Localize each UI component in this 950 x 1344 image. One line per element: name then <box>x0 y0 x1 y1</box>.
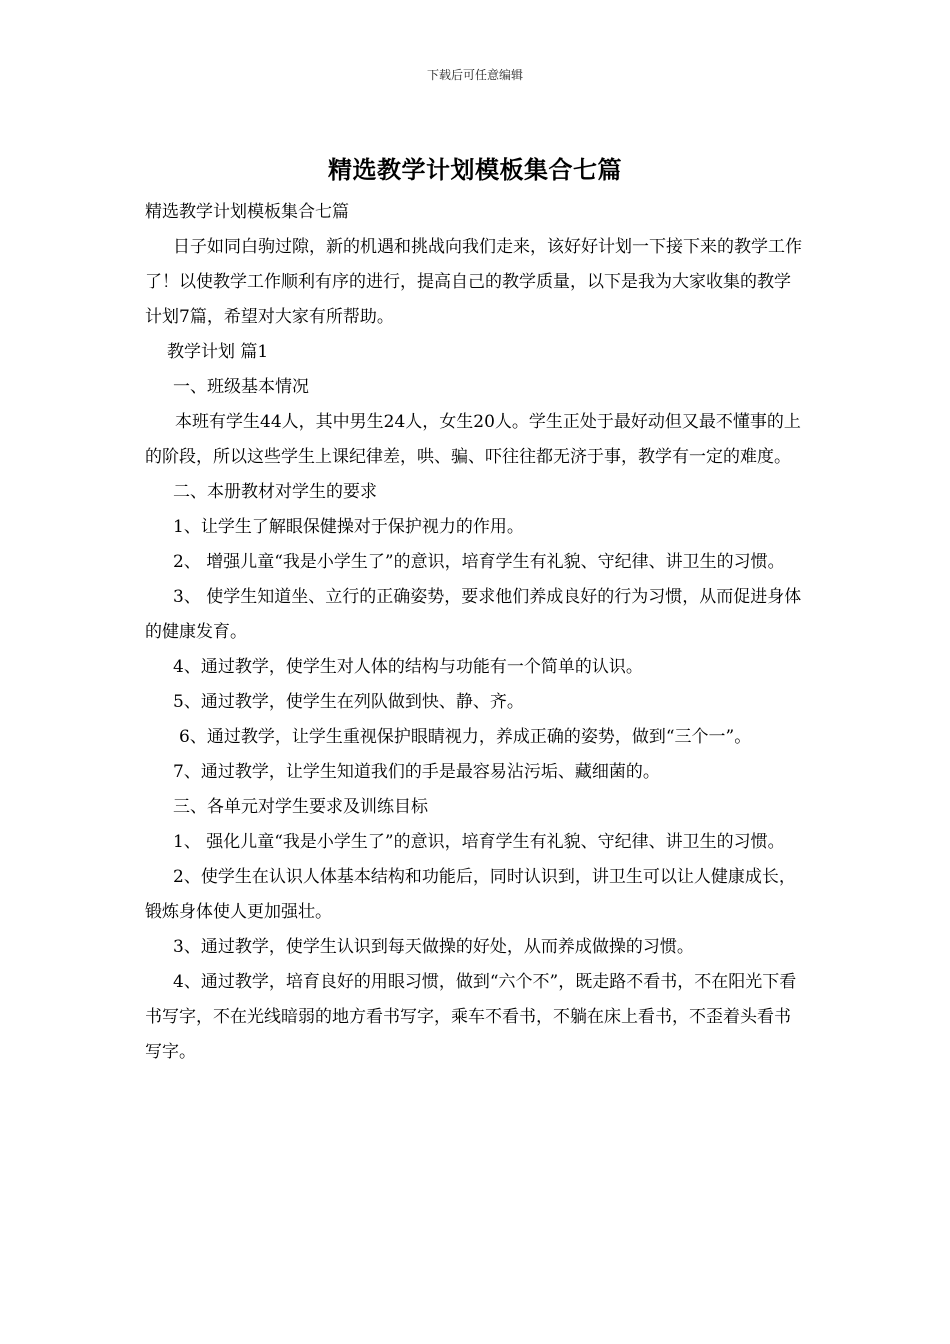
paragraph: 教学计划 篇1 <box>167 342 269 362</box>
document-title: 精选教学计划模板集合七篇 <box>328 155 622 184</box>
paragraph: 1、让学生了解眼保健操对于保护视力的作用。 <box>173 517 524 537</box>
paragraph: 二、本册教材对学生的要求 <box>173 482 377 502</box>
paragraph: 2、使学生在认识人体基本结构和功能后，同时认识到，讲卫生可以让人健康成长，锻炼身体使人更加强壮。 <box>145 867 796 922</box>
paragraph: 7、通过教学，让学生知道我们的手是最容易沾污垢、藏细菌的。 <box>173 762 660 782</box>
paragraph: 4、通过教学，培育良好的用眼习惯，做到“六个不”，既走路不看书，不在阳光下看书写字，不在光线暗弱的地方看书写字，乘车不看书，不躺在床上看书，不歪着头看书写字。 <box>145 972 797 1062</box>
paragraph: 一、班级基本情况 <box>173 377 309 397</box>
paragraph: 本班有学生44人，其中男生24人，女生20人。学生正处于最好动但又最不懂事的上的阶段，所以这些学生上课纪律差，哄、骗、吓往往都无济于事，教学有一定的难度。 <box>145 412 801 467</box>
paragraph: 4、通过教学，使学生对人体的结构与功能有一个简单的认识。 <box>173 657 643 677</box>
paragraph: 三、各单元对学生要求及训练目标 <box>173 797 428 817</box>
paragraph: 6、通过教学，让学生重视保护眼睛视力，养成正确的姿势，做到“三个一”。 <box>179 727 752 747</box>
document-subtitle: 精选教学计划模板集合七篇 <box>145 202 349 222</box>
paragraph: 日子如同白驹过隙，新的机遇和挑战向我们走来，该好好计划一下接下来的教学工作了！以使教学工作顺利有序的进行，提高自己的教学质量，以下是我为大家收集的教学计划7篇，希望对大家有所帮助。 <box>145 237 802 327</box>
document-body <box>145 195 807 1070</box>
header-note: 下载后可任意编辑 <box>426 68 523 82</box>
paragraph: 3、通过教学，使学生认识到每天做操的好处，从而养成做操的习惯。 <box>173 937 694 957</box>
paragraph: 3、 使学生知道坐、立行的正确姿势，要求他们养成良好的行为习惯，从而促进身体的健康发育。 <box>145 587 802 642</box>
paragraph: 2、 增强儿童“我是小学生了”的意识，培育学生有礼貌、守纪律、讲卫生的习惯。 <box>173 552 785 572</box>
paragraph: 5、通过教学，使学生在列队做到快、静、齐。 <box>173 692 524 712</box>
paragraph: 1、 强化儿童“我是小学生了”的意识，培育学生有礼貌、守纪律、讲卫生的习惯。 <box>173 832 785 852</box>
